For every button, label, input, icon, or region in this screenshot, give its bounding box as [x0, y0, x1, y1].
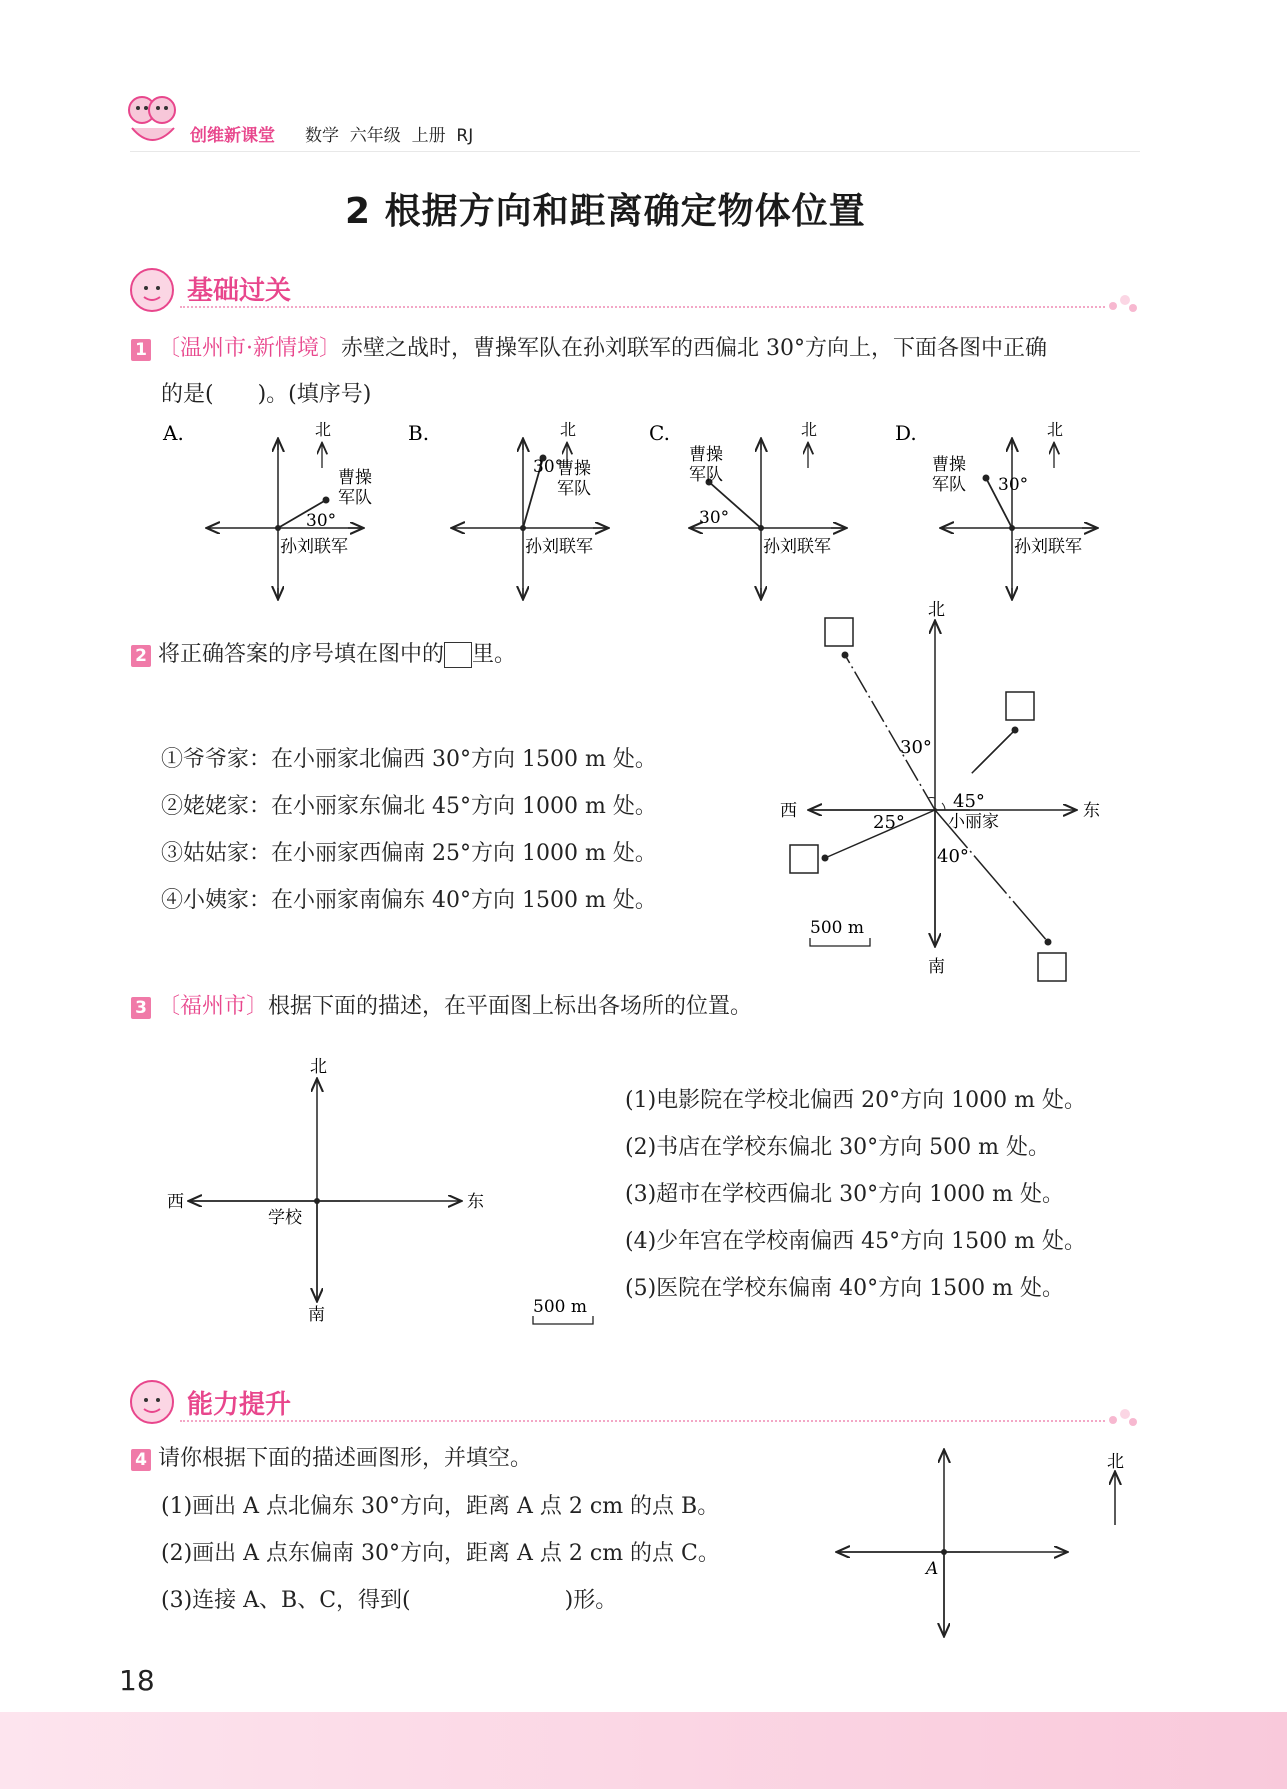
angle-label: 45° [953, 791, 985, 812]
enemy-label: 曹操 [338, 468, 372, 488]
section-divider [180, 306, 1105, 308]
north-label: 北 [801, 420, 818, 439]
question-4-diagram [830, 1445, 1130, 1645]
question-number: 2 [131, 645, 151, 667]
angle-label: 40° [937, 846, 969, 867]
question-1-text [131, 334, 1047, 364]
list-item: ③姑姑家：在小丽家西偏南 25°方向 1000 m 处。 [161, 841, 657, 866]
west-label: 西 [780, 801, 797, 821]
list-item: (3)超市在学校西偏北 30°方向 1000 m 处。 [625, 1182, 1064, 1207]
option-label: B. [408, 421, 430, 445]
question-1-text-line2: 的是( )。(填序号) [161, 382, 372, 407]
enemy-label: 曹操 [557, 459, 591, 479]
list-item: (2)画出 A 点东偏南 30°方向，距离 A 点 2 cm 的点 C。 [161, 1541, 720, 1566]
enemy-point [983, 475, 990, 482]
book-info: 数学 六年级 上册 RJ [305, 126, 474, 146]
question-3-list [625, 1086, 1086, 1304]
east-label: 东 [1083, 801, 1100, 821]
question-3-text [131, 992, 752, 1022]
divider-dots-icon [1105, 1406, 1139, 1428]
answer-box-sample [444, 642, 472, 668]
scale-label: 500 m [533, 1297, 587, 1317]
enemy-label: 军队 [689, 465, 723, 485]
header-rule [130, 151, 1140, 152]
origin-point [758, 525, 764, 531]
footer-band [0, 1712, 1287, 1789]
option-label: C. [649, 421, 670, 445]
ally-label: 孙刘联军 [525, 537, 593, 557]
answer-box[interactable] [790, 845, 818, 873]
scale-label: 500 m [810, 918, 864, 938]
south-label: 南 [928, 957, 945, 977]
question-1-diagrams [155, 420, 1140, 615]
divider-dots-icon [1105, 292, 1139, 314]
brand-name: 创维新课堂 [190, 126, 275, 146]
angle-label: 30° [900, 737, 932, 758]
angle-label: 30° [533, 457, 564, 477]
mascot-logo-icon [122, 88, 184, 152]
list-item: (4)少年宫在学校南偏西 45°方向 1500 m 处。 [625, 1229, 1086, 1254]
page-number: 18 [119, 1664, 155, 1697]
question-body: 将正确答案的序号填在图中的 [158, 642, 445, 667]
answer-box[interactable] [1006, 692, 1034, 720]
section-title-basic: 基础过关 [187, 276, 292, 306]
south-label: 南 [308, 1305, 325, 1325]
north-label: 北 [560, 420, 577, 439]
enemy-label: 曹操 [932, 455, 966, 475]
section-mascot-icon [128, 266, 176, 314]
question-3-diagram [160, 1050, 600, 1330]
origin-point [275, 525, 281, 531]
enemy-label: 军队 [557, 479, 591, 499]
section-title-advanced: 能力提升 [187, 1390, 292, 1420]
enemy-label: 曹操 [689, 445, 723, 465]
origin-point [520, 525, 526, 531]
list-item: ①爷爷家：在小丽家北偏西 30°方向 1500 m 处。 [161, 747, 657, 772]
question-body: 根据下面的描述，在平面图上标出各场所的位置。 [268, 994, 753, 1019]
list-item: (1)画出 A 点北偏东 30°方向，距离 A 点 2 cm 的点 B。 [161, 1494, 720, 1519]
angle-label: 25° [873, 812, 905, 833]
enemy-label: 军队 [338, 488, 372, 508]
north-label: 北 [315, 420, 332, 439]
center-label: 学校 [268, 1208, 302, 1228]
question-number: 3 [131, 997, 151, 1019]
question-2-text [131, 640, 516, 670]
question-body: 赤壁之战时，曹操军队在孙刘联军的西偏北 30°方向上，下面各图中正确 [341, 336, 1047, 361]
question-source: 〔温州市·新情境〕 [158, 336, 341, 361]
question-source: 〔福州市〕 [158, 994, 269, 1019]
option-label: D. [895, 421, 917, 445]
question-number: 4 [131, 1449, 151, 1471]
page-title: 2 根据方向和距离确定物体位置 [345, 191, 866, 232]
north-label: 北 [310, 1057, 327, 1077]
list-item: (3)连接 A、B、C，得到( )形。 [161, 1588, 618, 1613]
north-label: 北 [1047, 420, 1064, 439]
enemy-point [323, 497, 330, 504]
ally-label: 孙刘联军 [1014, 537, 1082, 557]
answer-box[interactable] [825, 618, 853, 646]
list-item: (5)医院在学校东偏南 40°方向 1500 m 处。 [625, 1276, 1064, 1301]
question-2-list [161, 745, 657, 916]
angle-label: 30° [306, 511, 337, 531]
answer-box[interactable] [1038, 953, 1066, 981]
origin-point [1009, 525, 1015, 531]
question-2-diagram [770, 600, 1110, 990]
east-label: 东 [467, 1192, 484, 1212]
list-item: (1)电影院在学校北偏西 20°方向 1000 m 处。 [625, 1088, 1086, 1113]
section-mascot-icon [128, 1378, 176, 1426]
ally-label: 孙刘联军 [280, 537, 348, 557]
list-item: ②姥姥家：在小丽家东偏北 45°方向 1000 m 处。 [161, 794, 657, 819]
ally-label: 孙刘联军 [763, 537, 831, 557]
option-label: A. [163, 421, 184, 445]
angle-label: 30° [998, 475, 1029, 495]
west-label: 西 [167, 1192, 184, 1212]
center-label: 小丽家 [948, 812, 999, 832]
question-4-text [131, 1444, 532, 1474]
question-4-list [161, 1492, 720, 1616]
question-body: 请你根据下面的描述画图形，并填空。 [158, 1446, 533, 1471]
enemy-label: 军队 [932, 475, 966, 495]
list-item: (2)书店在学校东偏北 30°方向 500 m 处。 [625, 1135, 1050, 1160]
angle-label: 30° [699, 508, 730, 528]
list-item: ④小姨家：在小丽家南偏东 40°方向 1500 m 处。 [161, 888, 657, 913]
question-body-end: 里。 [472, 642, 517, 667]
question-number: 1 [131, 339, 151, 361]
north-label: 北 [1107, 1452, 1124, 1472]
section-divider [180, 1420, 1105, 1422]
point-a-label: A [926, 1559, 939, 1579]
north-label: 北 [928, 600, 945, 620]
